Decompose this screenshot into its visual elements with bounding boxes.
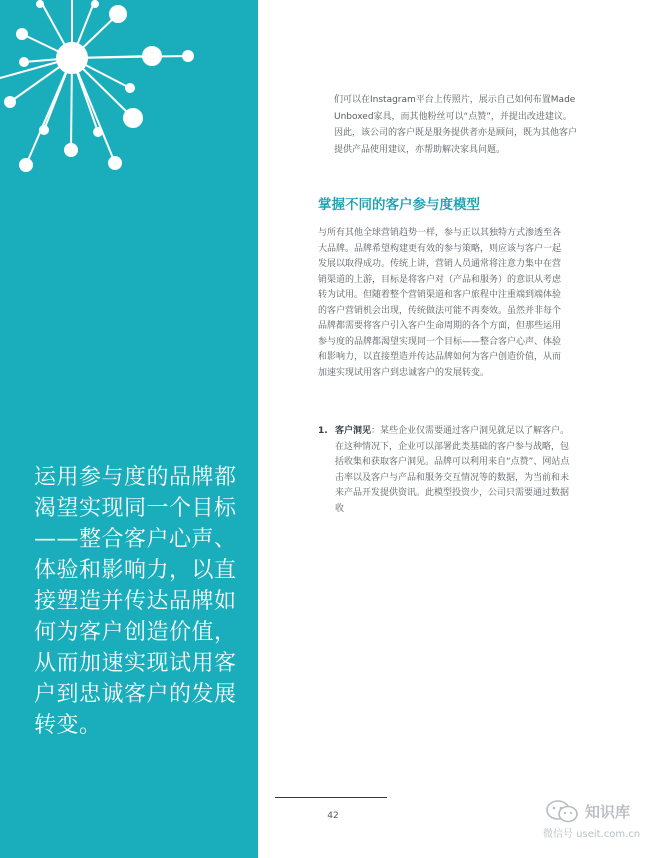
pull-quote: 运用参与度的品牌都渴望实现同一个目标——整合客户心声、体验和影响力，以直接塑造并传达品牌如何为客户创造价值，从而加速实现试用客户到忠诚客户的发展转变。 [34, 465, 237, 738]
starburst-graphic [0, 0, 258, 200]
intro-paragraph: 们可以在Instagram平台上传照片，展示自己如何布置Made Unboxed家具，而其他粉丝可以“点赞”，并提出改进建议。因此，该公司的客户既是服务提供者亦是顾问，既为其他客户提供产品使用建议，亦帮助解决家具问题。 [334, 95, 578, 155]
watermark-name: 知识库 [585, 803, 631, 821]
wechat-icon [545, 799, 581, 825]
list-item-term: 客户洞见 [335, 426, 372, 436]
list-item-number: 1. [318, 426, 328, 436]
watermark [543, 797, 653, 847]
sidebar-panel [0, 0, 258, 858]
section-heading: 掌握不同的客户参与度模型 [318, 197, 480, 213]
page-number: 42 [327, 811, 339, 821]
footer-divider [275, 797, 387, 798]
watermark-id: 微信号 useit.com.cn [543, 829, 641, 840]
list-item-text: ：某些企业仅需要通过客户洞见就足以了解客户。在这种情况下，企业可以部署此类基础的客户参与战略，包括收集和获取客户洞见。品牌可以利用来自“点赞”、网站点击率以及客户与产品和服务交互情况等的数据，为当前和未来产品开发提供资讯。此模型投资少，公司只需要通过数据收 [335, 426, 570, 514]
list-item [318, 424, 572, 517]
body-paragraph: 与所有其他全球营销趋势一样，参与正以其独特方式渗透至各大品牌。品牌希望构建更有效的参与策略，则应该与客户一起发展以取得成功。传统上讲，营销人员通常将注意力集中在营销渠道的上游，目标是将客户对（产品和服务）的意识从考虑转为试用。但随着整个营销渠道和客户旅程中注重端到端体验的客户营销机会出现，传统做法可能不再奏效。虽然并非每个品牌都需要将客户引入客户生命周期的各个方面，但那些运用参与度的品牌都渴望实现同一个目标——整合客户心声、体验和影响力，以直接塑造并传达品牌如何为客户创造价值，从而加速实现试用客户到忠诚客户的发展转变。 [318, 228, 562, 378]
numbered-list [318, 424, 572, 517]
